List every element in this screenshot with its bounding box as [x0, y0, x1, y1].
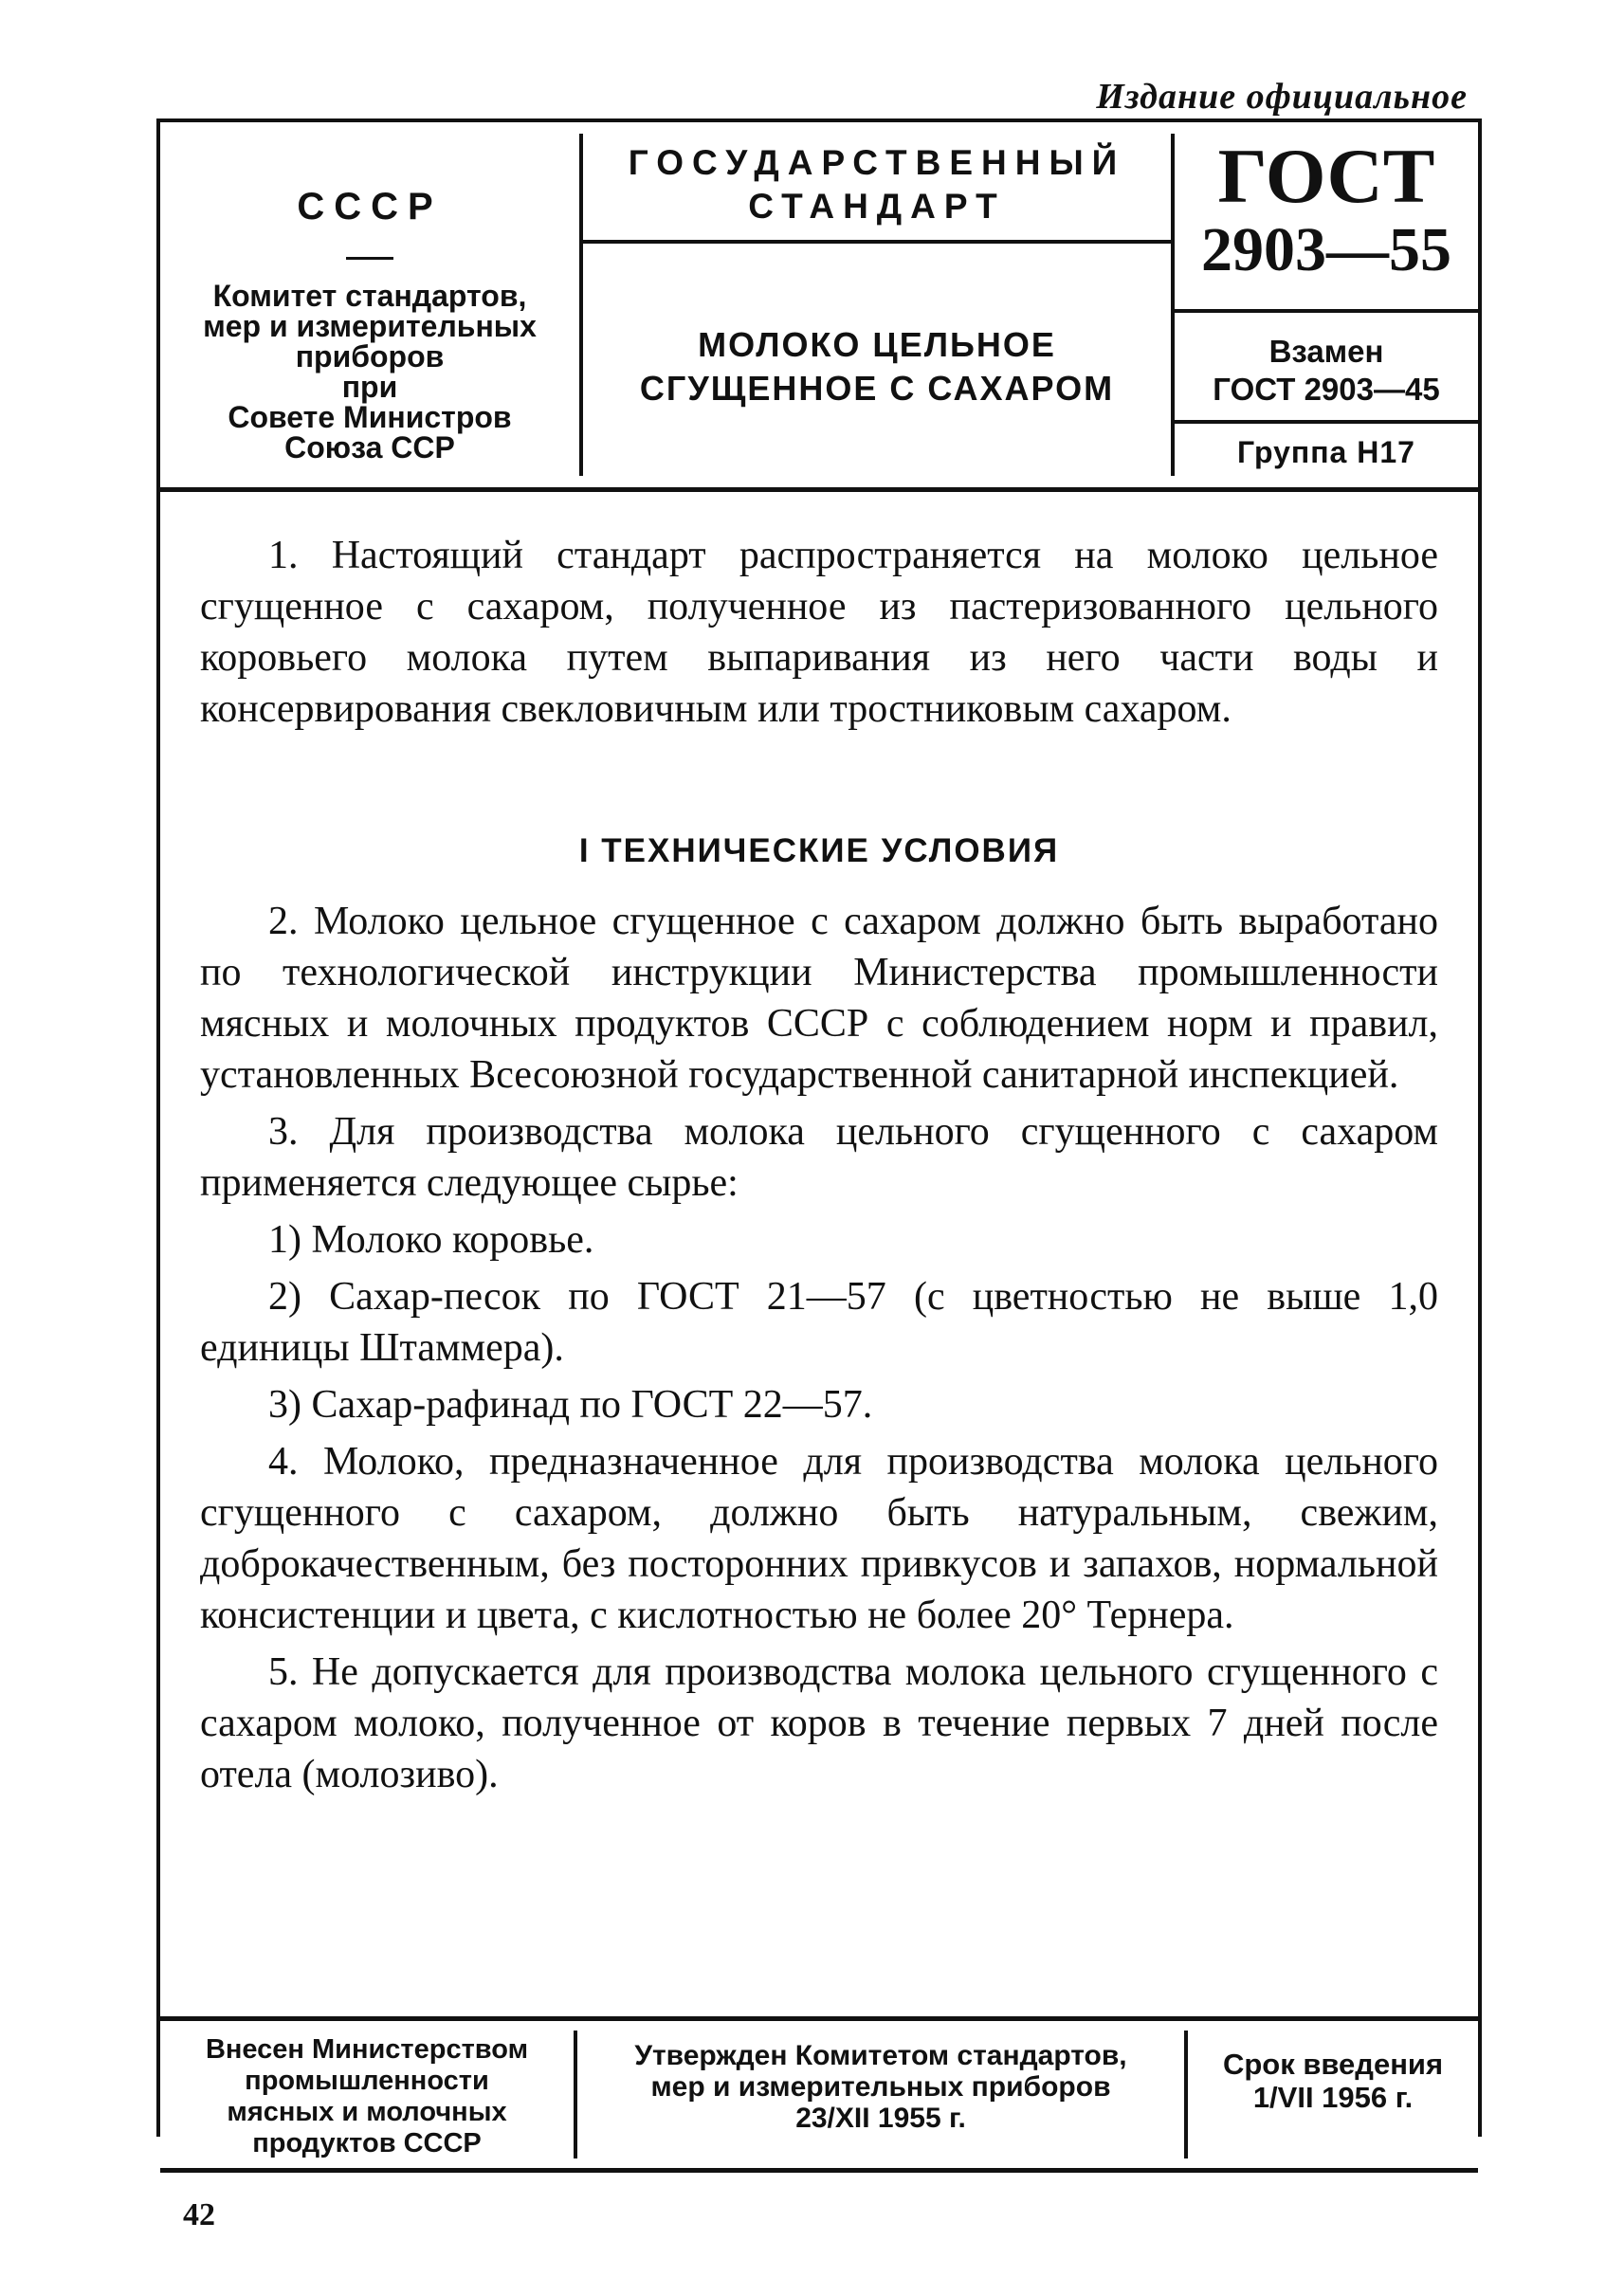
- approved-by: Утвержден Комитетом стандартов, мер и измерительных приборов 23/XII 1955 г.: [577, 2031, 1188, 2158]
- divider: [583, 240, 1171, 244]
- list-item: 3) Сахар-рафинад по ГОСТ 22—57.: [268, 1383, 873, 1427]
- committee-name: Комитет стандартов, мер и измерительных приборов при Совете Министров Союза ССР: [203, 279, 537, 464]
- page-number: 42: [183, 2197, 215, 2232]
- paragraph-4: 4. Молоко, предназначенное для производства молока цельного сгущенного с сахаром, должно быть натуральным, свежим, доброкачественным, без посторонних привкусов и запахов, нормальной консистенции и цвета, с кислотностью не более 20° Тернера.: [200, 1440, 1438, 1637]
- designation-column: [1175, 134, 1478, 476]
- divider: [346, 257, 393, 260]
- divider: [1175, 420, 1478, 424]
- document-body: [200, 530, 1438, 1806]
- paragraph-3: 3. Для производства молока цельного сгущенного с сахаром применяется следующее сырье:: [200, 1110, 1438, 1205]
- document-frame: [156, 118, 1482, 2158]
- replaces-note: Взамен ГОСТ 2903—45: [1213, 334, 1440, 407]
- product-title: МОЛОКО ЦЕЛЬНОЕ СГУЩЕННОЕ С САХАРОМ: [639, 325, 1115, 408]
- title-column: [583, 134, 1175, 476]
- country-label: СССР: [297, 186, 443, 228]
- gost-number: 2903—55: [1201, 215, 1451, 284]
- footer-block: [160, 2016, 1478, 2173]
- gost-label: ГОСТ: [1217, 133, 1435, 219]
- issuer-column: [160, 134, 583, 476]
- divider: [1175, 309, 1478, 313]
- list-item: 2) Сахар-песок по ГОСТ 21—57 (с цветностью не выше 1,0 единицы Штаммера).: [200, 1275, 1438, 1370]
- paragraph-5: 5. Не допускается для производства молока цельного сгущенного с сахаром молоко, полученное от коров в течение первых 7 дней после отела (молозиво).: [200, 1650, 1438, 1796]
- group-code: Группа Н17: [1237, 435, 1415, 469]
- title-block: [160, 122, 1478, 492]
- edition-label: Издание официальное: [1096, 77, 1468, 117]
- paragraph-2: 2. Молоко цельное сгущенное с сахаром должно быть выработано по технологической инструкции Министерства промышленности мясных и молочных продуктов СССР с соблюдением норм и правил, установленных Всесоюзной государственной санитарной инспекцией.: [200, 900, 1438, 1097]
- standard-type: ГОСУДАРСТВЕННЫЙ СТАНДАРТ: [628, 143, 1126, 226]
- section-title: I ТЕХНИЧЕСКИЕ УСЛОВИЯ: [578, 832, 1060, 869]
- list-item: 1) Молоко коровье.: [268, 1218, 594, 1262]
- effective-date: Срок введения 1/VII 1956 г.: [1222, 2048, 1444, 2114]
- paragraph-1: 1. Настоящий стандарт распространяется на молоко цельное сгущенное с сахаром, полученное из пастеризованного цельного коровьего молока путем выпаривания из него части воды и консервирования свекловичным или тростниковым сахаром.: [200, 534, 1438, 731]
- introduced-by: Внесен Министерством промышленности мясных и молочных продуктов СССР: [160, 2031, 577, 2158]
